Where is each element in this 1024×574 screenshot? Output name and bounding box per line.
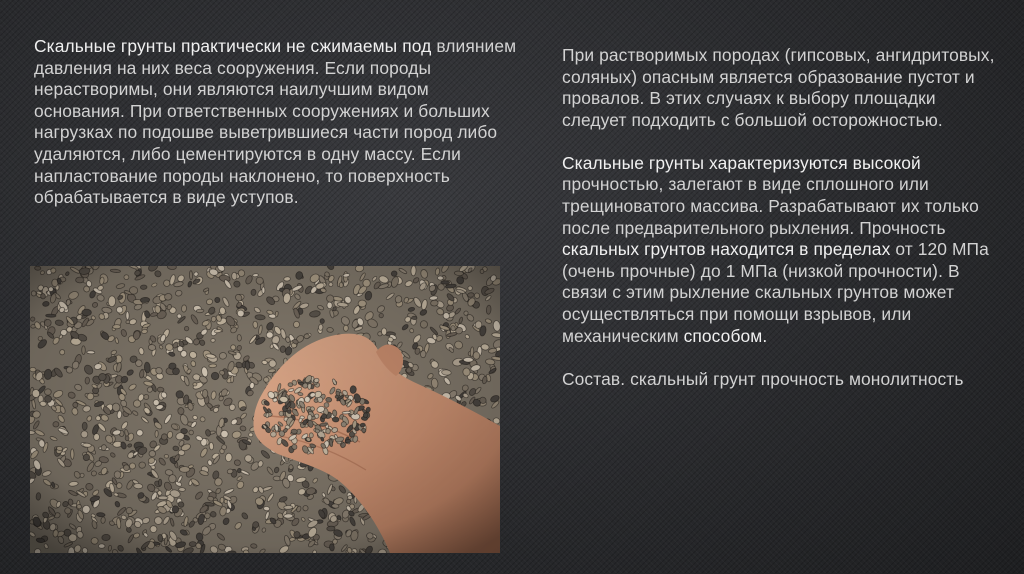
right-paragraph-2-lead: Скальные грунты характеризуются высокой [562, 152, 921, 173]
right-paragraph-2 [562, 153, 1002, 347]
right-text-column [562, 45, 1002, 412]
left-lead-text: Скальные грунты практически не сжимаемы под [34, 36, 432, 56]
right-paragraph-2-emphasis: скальных грунтов находится в пределах [562, 239, 891, 260]
right-paragraph-2-body-2: от 120 МПа (очень прочные) до 1 МПа (низкой прочности). В связи с этим рыхление скальных грунтов может осуществляться при помощи взрывов, или механическим [562, 239, 989, 346]
right-paragraph-2-end: способом. [683, 325, 768, 346]
right-paragraph-1: При растворимых породах (гипсовых, ангидритовых, соляных) опасным является образование пустот и провалов. В этих случаях к выбору площадки следует подходить с большой осторожностью. [562, 45, 995, 130]
right-paragraph-2-body-1: прочностью, залегают в виде сплошного или трещиноватого массива. Разрабатывают их только после предварительного рыхления. Прочность [562, 174, 979, 238]
gravel-hand-photo [30, 266, 500, 553]
left-body-text: влиянием давления на них веса сооружения. Если породы нерастворимы, они являются наилучшим видом основания. При ответственных сооружениях и больших нагрузках по подошве выветрившиеся части пород либо удаляются, либо цементируются в одну массу. Если напластование породы наклонено, то поверхность обрабатывается в виде уступов. [34, 36, 517, 208]
right-paragraph-3: Состав. скальный грунт прочность монолитность [562, 368, 964, 389]
left-text-block [34, 36, 522, 209]
